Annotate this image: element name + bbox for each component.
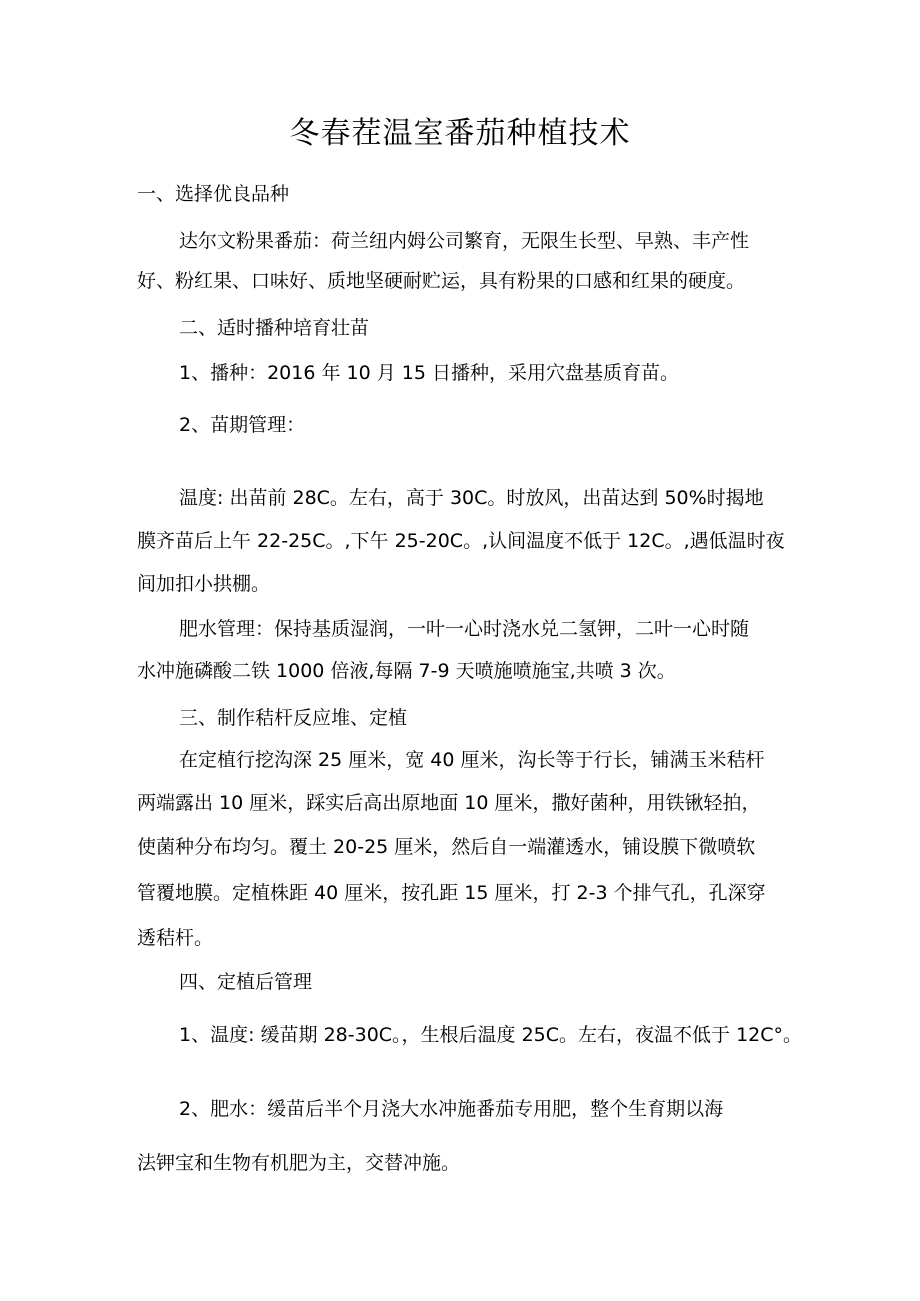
paragraph-line: 肥水管理：保持基质湿润，一叶一心时浇水兑二氢钾，二叶一心时随 bbox=[179, 618, 750, 640]
paragraph-line: 法钾宝和生物有机肥为主，交替冲施。 bbox=[137, 1152, 461, 1174]
paragraph-line: 1、温度: 缓苗期 28-30C。，生根后温度 25C。左右，夜温不低于 12C°。 bbox=[179, 1024, 803, 1046]
paragraph-line: 水冲施磷酸二铁 1000 倍液,每隔 7-9 天喷施喷施宝,共喷 3 次。 bbox=[137, 660, 676, 682]
paragraph-line: 在定植行挖沟深 25 厘米，宽 40 厘米，沟长等于行长，铺满玉米秸杆 bbox=[179, 749, 765, 771]
paragraph-line: 膜齐苗后上午 22-25C。,下午 25-20C。,认间温度不低于 12C。,遇低温时夜 bbox=[137, 530, 785, 552]
section-heading-2: 二、适时播种培育壮苗 bbox=[179, 317, 370, 339]
paragraph-line: 温度: 出苗前 28C。左右，高于 30C。时放风，出苗达到 50%时揭地 bbox=[179, 487, 764, 509]
paragraph-line: 达尔文粉果番茄：荷兰纽内姆公司繁育，无限生长型、早熟、丰产性 bbox=[179, 230, 750, 252]
subheading-line: 2、苗期管理： bbox=[179, 414, 306, 436]
paragraph-line: 透秸杆。 bbox=[137, 927, 214, 949]
section-heading-4: 四、定植后管理 bbox=[179, 971, 313, 993]
paragraph-line: 两端露出 10 厘米，踩实后高出原地面 10 厘米，撒好菌种，用铁锹轻拍， bbox=[137, 792, 761, 814]
document-title: 冬春茬温室番茄种植技术 bbox=[289, 116, 631, 151]
paragraph-line: 间加扣小拱棚。 bbox=[137, 573, 271, 595]
section-heading-1: 一、选择优良品种 bbox=[137, 183, 290, 205]
paragraph-line: 2、肥水：缓苗后半个月浇大水冲施番茄专用肥，整个生育期以海 bbox=[179, 1098, 724, 1120]
paragraph-line: 好、粉红果、口味好、质地坚硬耐贮运，具有粉果的口感和红果的硬度。 bbox=[137, 270, 746, 292]
paragraph-line: 1、播种：2016 年 10 月 15 日播种，采用穴盘基质育苗。 bbox=[179, 362, 679, 384]
paragraph-line: 管覆地膜。定植株距 40 厘米，按孔距 15 厘米，打 2-3 个排气孔，孔深穿 bbox=[137, 882, 766, 904]
paragraph-line: 使菌种分布均匀。覆土 20-25 厘米，然后自一端灌透水，铺设膜下微喷软 bbox=[137, 836, 756, 858]
section-heading-3: 三、制作秸杆反应堆、定植 bbox=[179, 707, 408, 729]
